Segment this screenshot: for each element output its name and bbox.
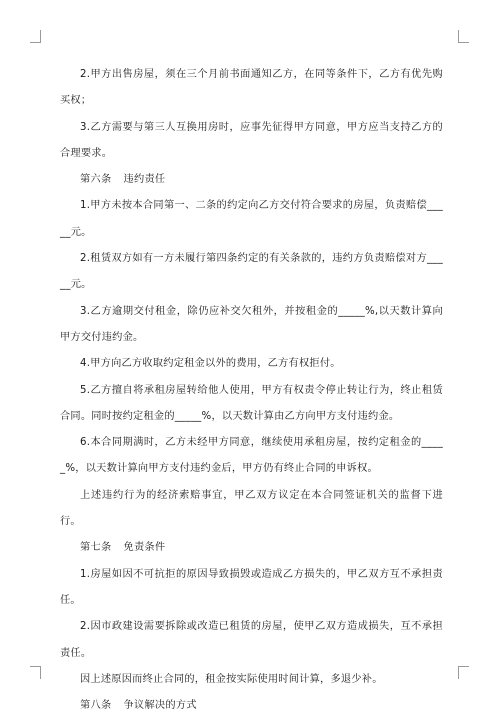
crop-mark-top-left	[30, 30, 41, 43]
article-8-heading	[60, 693, 443, 719]
article-7-summary: 因上述原因而终止合同的，租金按实际使用时间计算，多退少补。	[80, 673, 383, 685]
article-6-heading	[60, 167, 443, 193]
clause-5-item-3: 3.乙方需要与第三人互换用房时，应事先征得甲方同意，甲方应当支持乙方的合理要求。	[60, 121, 443, 159]
article-7-item-2: 2.因市政建设需要拆除或改造已租赁的房屋，使甲乙双方造成损失，互不承担责任。	[60, 621, 443, 659]
article-7-number: 第七条	[80, 542, 112, 554]
article-6-item-6: 6.本合同期满时，乙方未经甲方同意，继续使用承租房屋，按约定租金的_____%，以天数计算向甲方支付违约金后，甲方仍有终止合同的申诉权。	[60, 437, 443, 475]
article-6-item-2: 2.租赁双方如有一方未履行第四条约定的有关条款的，违约方负责赔偿对方_____元。	[60, 253, 443, 291]
article-6-item-5: 5.乙方擅自将承租房屋转给他人使用，甲方有权责令停止转让行为，终止租赁合同。同时按约定租金的_____%，以天数计算由乙方向甲方支付违约金。	[60, 384, 443, 422]
document-page	[60, 62, 443, 719]
article-7-item-1: 1.房屋如因不可抗拒的原因导致损毁或造成乙方损失的，甲乙双方互不承担责任。	[60, 568, 443, 606]
crop-mark-bottom-left	[30, 666, 41, 679]
article-7-title: 免责条件	[123, 542, 166, 554]
clause-5-item-2: 2.甲方出售房屋，须在三个月前书面通知乙方，在同等条件下，乙方有优先购买权；	[60, 69, 443, 107]
article-6-item-4: 4.甲方向乙方收取约定租金以外的费用，乙方有权拒付。	[80, 358, 341, 370]
article-6-item-1: 1.甲方未按本合同第一、二条的约定向乙方交付符合要求的房屋，负责赔偿_____元。	[60, 200, 443, 238]
article-8-number: 第八条	[80, 700, 112, 712]
article-6-number: 第六条	[80, 174, 112, 186]
article-6-item-3: 3.乙方逾期交付租金，除仍应补交欠租外，并按租金的_____%,以天数计算向甲方交付违约金。	[60, 305, 443, 343]
article-7-heading	[60, 535, 443, 561]
crop-mark-bottom-right	[458, 666, 469, 679]
crop-mark-top-right	[458, 30, 469, 43]
article-6-title: 违约责任	[123, 174, 166, 186]
article-6-summary: 上述违约行为的经济索赔事宜，甲乙双方议定在本合同签证机关的监督下进行。	[60, 489, 443, 528]
article-8-title: 争议解决的方式	[123, 700, 197, 712]
